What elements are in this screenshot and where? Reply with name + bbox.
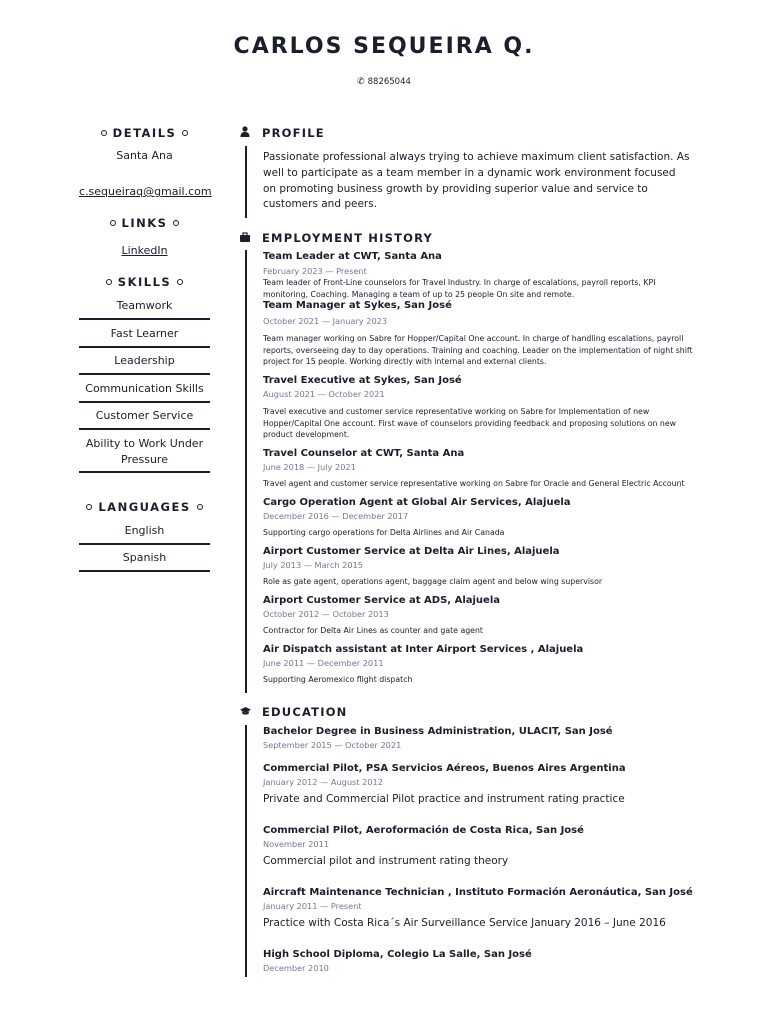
job-dates: June 2011 — December 2011 [263, 658, 384, 668]
candidate-name: CARLOS SEQUEIRA Q. [233, 34, 535, 59]
employment-title: EMPLOYMENT HISTORY [262, 231, 434, 245]
education-entry [263, 824, 693, 868]
circle-bullet-icon [86, 504, 92, 510]
circle-bullet-icon [106, 279, 112, 285]
profile-timeline-line [245, 146, 247, 218]
location-text: Santa Ana [116, 149, 173, 162]
skills-title: SKILLS [117, 275, 172, 289]
job-entry [263, 299, 693, 368]
education-description: Commercial pilot and instrument rating theory [263, 855, 509, 867]
education-title-text: Commercial Pilot, PSA Servicios Aéreos, Buenos Aires Argentina [263, 763, 626, 774]
skill-item: Teamwork [79, 298, 210, 320]
skill-item: Fast Learner [79, 326, 210, 348]
phone-line [0, 77, 768, 87]
person-icon [240, 126, 250, 140]
job-description: Team leader of Front-Line counselors for Travel Industry. In charge of escalations, payroll reports, KPI monitoring, Coaching. Managing a team of up to 25 people On site and remote. [263, 278, 656, 299]
job-entry [263, 250, 693, 300]
circle-bullet-icon [197, 504, 203, 510]
job-title: Team Leader at CWT, Santa Ana [263, 251, 442, 262]
education-dates: January 2011 — Present [263, 901, 362, 911]
education-entry [263, 886, 693, 930]
job-description: Role as gate agent, operations agent, baggage claim agent and below wing supervisor [263, 577, 603, 586]
profile-title: PROFILE [262, 126, 325, 140]
profile-text: Passionate professional always trying to achieve maximum client satisfaction. As well to participate as a team member in a dynamic work environment focused on promoting business growth by providing superior value and service to customers and peers. [263, 151, 690, 211]
phone-icon: ✆ [357, 77, 365, 87]
job-dates: December 2016 — December 2017 [263, 511, 409, 521]
languages-heading [79, 500, 210, 514]
job-entry [263, 643, 693, 686]
circle-bullet-icon [101, 130, 107, 136]
skill-item: Customer Service [79, 408, 210, 430]
job-entry [263, 447, 693, 490]
education-dates: January 2012 — August 2012 [263, 777, 383, 787]
details-heading [79, 126, 210, 140]
linkedin-link[interactable]: LinkedIn [121, 244, 168, 257]
graduation-cap-icon [240, 706, 250, 719]
job-entry [263, 545, 693, 588]
education-heading [240, 705, 348, 719]
job-dates: October 2021 — January 2023 [263, 316, 388, 326]
job-entry [263, 374, 693, 441]
email-link[interactable]: c.sequeiraq@gmail.com [79, 185, 212, 198]
phone-number: 88265044 [367, 77, 411, 87]
job-entry [263, 496, 693, 539]
job-dates: July 2013 — March 2015 [263, 560, 363, 570]
circle-bullet-icon [177, 279, 183, 285]
education-title: EDUCATION [262, 705, 348, 719]
details-title: DETAILS [112, 126, 177, 140]
education-title-text: Aircraft Maintenance Technician , Instituto Formación Aeronáutica, San José [263, 887, 693, 898]
job-dates: June 2018 — July 2021 [263, 462, 356, 472]
education-dates: September 2015 — October 2021 [263, 740, 402, 750]
language-item: Spanish [79, 550, 210, 572]
job-description: Team manager working on Sabre for Hopper/Capital One account. In charge of handling escalations, payroll reports, overseeing day to day operations. Training and coaching. Leader on the implementation of night shift project for 15 people. Working directly with internal and external clients. [263, 334, 693, 366]
job-dates: October 2012 — October 2013 [263, 609, 389, 619]
job-dates: August 2021 — October 2021 [263, 389, 385, 399]
briefcase-icon [240, 232, 250, 245]
employment-heading [240, 231, 433, 245]
job-dates: February 2023 — Present [263, 266, 367, 276]
skills-heading [79, 275, 210, 289]
links-title: LINKS [121, 216, 168, 230]
job-description: Supporting cargo operations for Delta Airlines and Air Canada [263, 528, 505, 537]
education-dates: December 2010 [263, 963, 329, 973]
skill-item: Leadership [79, 353, 210, 375]
language-item: English [79, 523, 210, 545]
job-description: Contractor for Delta Air Lines as counter and gate agent [263, 626, 483, 635]
job-title: Travel Counselor at CWT, Santa Ana [263, 448, 465, 459]
job-title: Team Manager at Sykes, San José [263, 300, 452, 311]
education-title-text: Commercial Pilot, Aeroformación de Costa Rica, San José [263, 825, 584, 836]
skill-item: Communication Skills [79, 381, 210, 403]
education-description: Practice with Costa Rica´s Air Surveillance Service January 2016 – June 2016 [263, 917, 666, 929]
education-description: Private and Commercial Pilot practice and instrument rating practice [263, 793, 625, 805]
circle-bullet-icon [182, 130, 188, 136]
circle-bullet-icon [110, 220, 116, 226]
skill-item: Ability to Work Under Pressure [79, 436, 210, 473]
education-entry [263, 948, 693, 974]
job-title: Airport Customer Service at ADS, Alajuela [263, 595, 501, 606]
languages-title: LANGUAGES [98, 500, 191, 514]
education-dates: November 2011 [263, 839, 330, 849]
circle-bullet-icon [173, 220, 179, 226]
links-heading [79, 216, 210, 230]
profile-heading [240, 126, 325, 140]
education-entry [263, 725, 693, 751]
job-entry [263, 594, 693, 637]
education-timeline-line [245, 725, 247, 977]
job-title: Airport Customer Service at Delta Air Lines, Alajuela [263, 546, 560, 557]
education-title-text: High School Diploma, Colegio La Salle, San José [263, 949, 532, 960]
job-title: Cargo Operation Agent at Global Air Services, Alajuela [263, 497, 571, 508]
job-description: Travel agent and customer service representative working on Sabre for Oracle and General Electric Account [263, 479, 685, 488]
job-description: Travel executive and customer service representative working on Sabre for Implementation of new Hopper/Capital One account. First wave of counselors providing feedback and proposing solutions on new product development. [263, 407, 677, 439]
job-title: Air Dispatch assistant at Inter Airport Services , Alajuela [263, 644, 584, 655]
job-description: Supporting Aeromexico flight dispatch [263, 675, 413, 684]
employment-timeline-line [245, 250, 247, 693]
education-entry [263, 762, 693, 806]
job-title: Travel Executive at Sykes, San José [263, 375, 462, 386]
education-title-text: Bachelor Degree in Business Administration, ULACIT, San José [263, 726, 613, 737]
